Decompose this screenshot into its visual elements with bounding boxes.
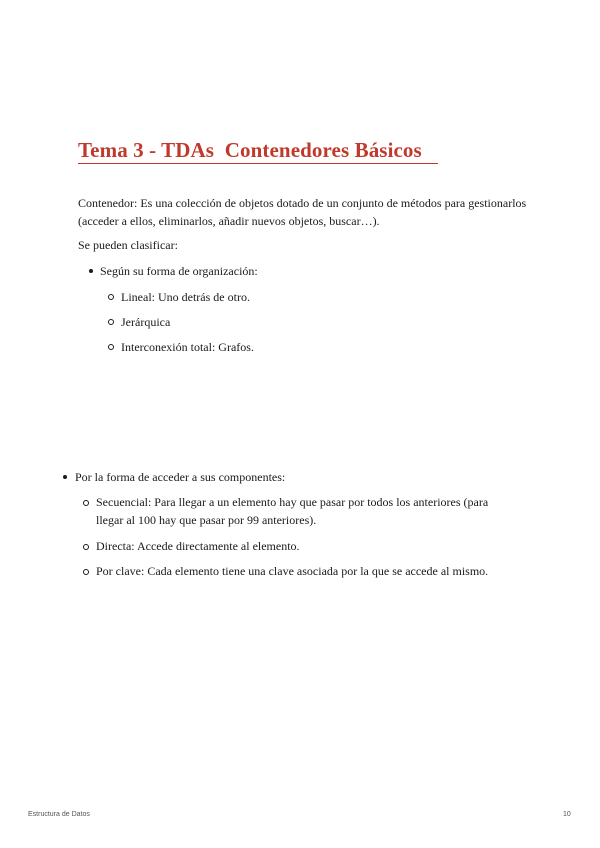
list-item-por-clave: Por clave: Cada elemento tiene una clave asociada por la que se accede al mismo.	[96, 564, 489, 578]
intro-line-2: (acceder a ellos, eliminarlos, añadir nuevos objetos, buscar…).	[78, 214, 380, 228]
secuencial-line-1: Secuencial: Para llegar a un elemento hay que pasar por todos los anteriores (para	[96, 495, 489, 509]
list-item-organization: Según su forma de organización:	[100, 264, 258, 278]
circle-bullet-icon	[108, 319, 114, 325]
list-item-access: Por la forma de acceder a sus componentes:	[75, 470, 286, 484]
circle-bullet-icon	[83, 500, 89, 506]
circle-bullet-icon	[108, 294, 114, 300]
intro-line-1: Contenedor: Es una colección de objetos dotado de un conjunto de métodos para gestionarlos	[78, 196, 527, 210]
list-item-jerarquica: Jerárquica	[121, 315, 171, 329]
list-item-secuencial	[96, 493, 488, 529]
circle-bullet-icon	[83, 544, 89, 550]
title-underline	[78, 163, 438, 164]
footer-course-name: Estructura de Datos	[28, 811, 90, 818]
classify-text: Se pueden clasificar:	[78, 238, 178, 252]
footer-page-number: 10	[563, 811, 571, 818]
circle-bullet-icon	[108, 344, 114, 350]
disc-bullet-icon	[63, 475, 67, 479]
disc-bullet-icon	[89, 269, 93, 273]
list-item-directa: Directa: Accede directamente al elemento.	[96, 539, 300, 553]
list-item-interconexion: Interconexión total: Grafos.	[121, 340, 254, 354]
list-item-lineal: Lineal: Uno detrás de otro.	[121, 290, 250, 304]
circle-bullet-icon	[83, 569, 89, 575]
intro-text	[78, 194, 538, 230]
page-title: Tema 3 - TDAs Contenedores Básicos	[78, 138, 422, 162]
secuencial-line-2: llegar al 100 hay que pasar por 99 anteriores).	[96, 513, 317, 527]
